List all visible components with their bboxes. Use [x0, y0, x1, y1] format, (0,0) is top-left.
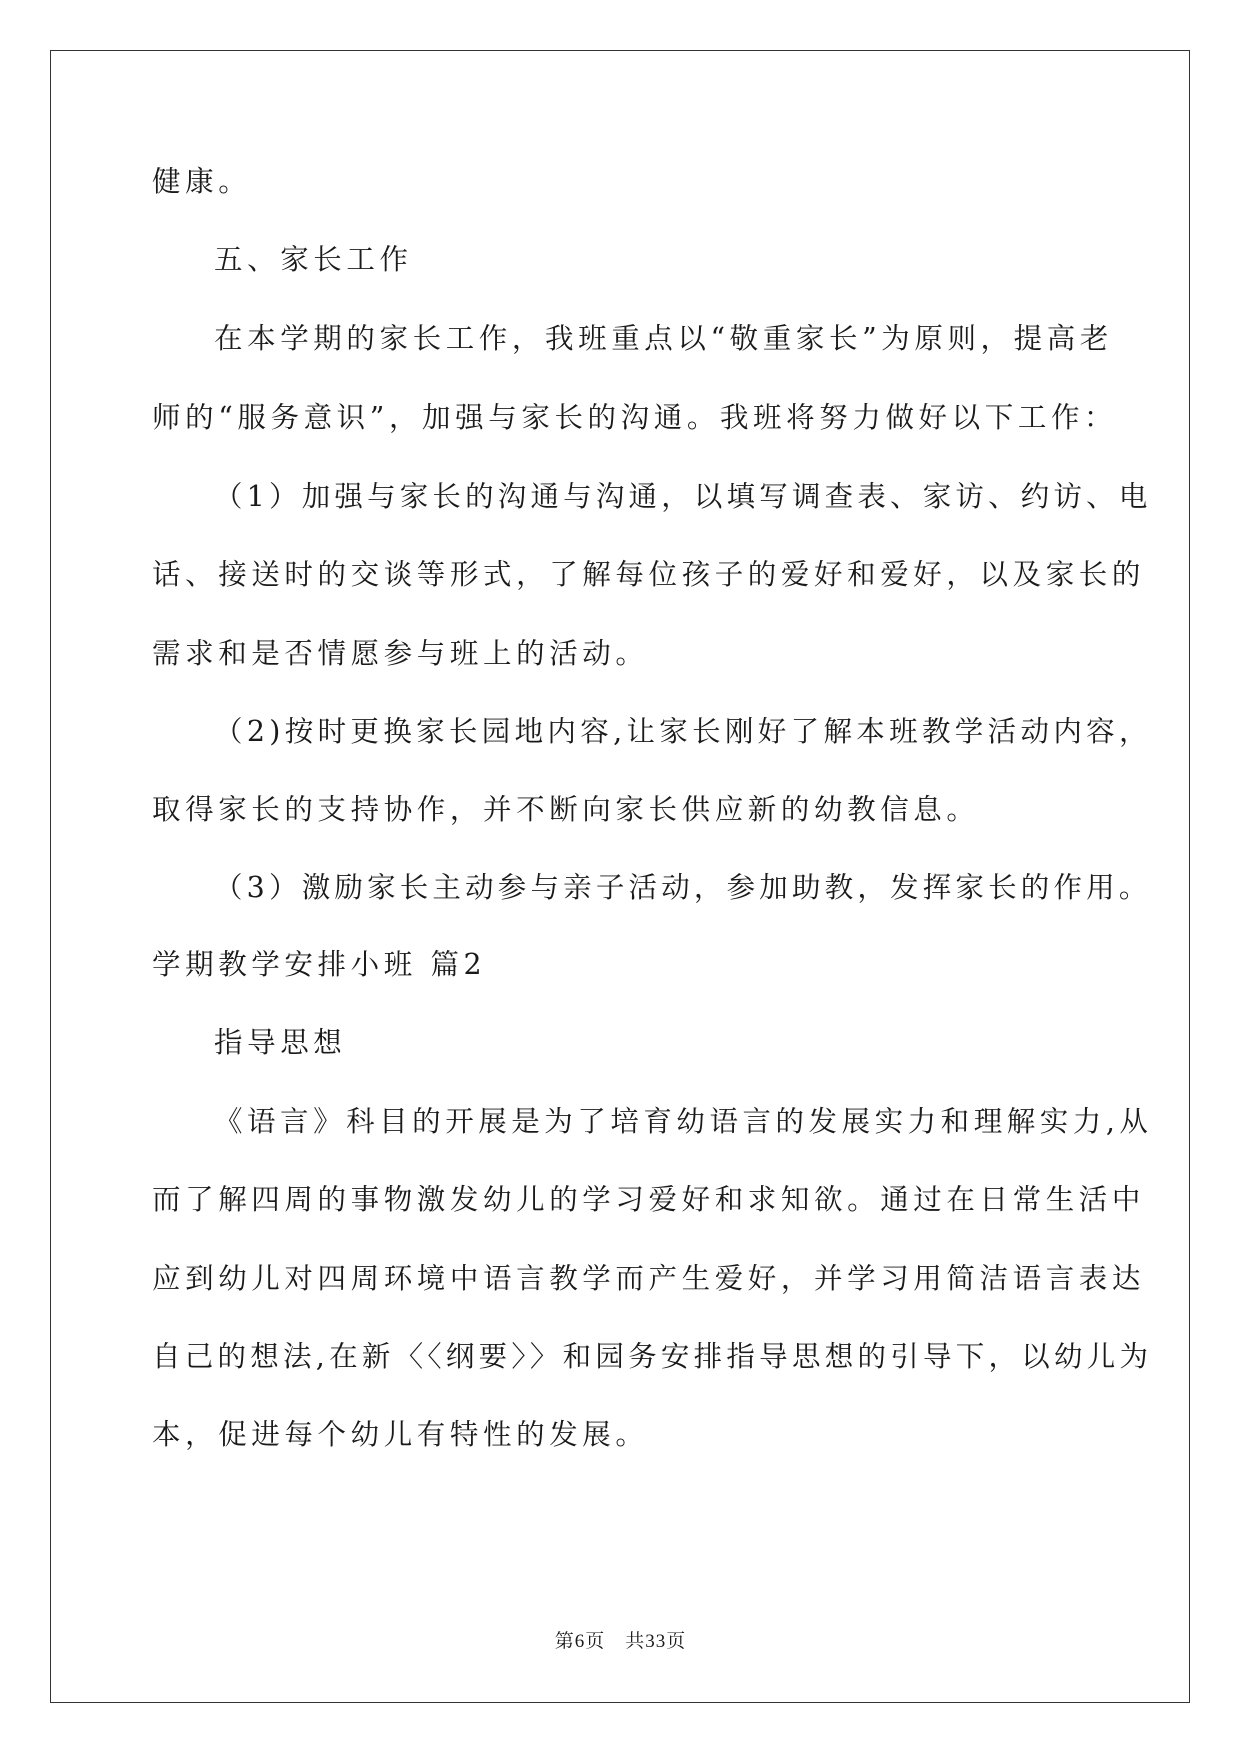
text-line-17: 本，促进每个幼儿有特性的发展。 — [152, 1418, 649, 1451]
list-item-2-line-2: 取得家长的支持协作，并不断向家长供应新的幼教信息。 — [152, 793, 980, 826]
text-line-3: 在本学期的家长工作，我班重点以“敬重家长”为原则，提高老 — [214, 322, 1113, 355]
text-line-1: 健康。 — [152, 165, 252, 198]
list-item-3: （3）激励家长主动参与亲子活动，参加助教，发挥家长的作用。 — [214, 871, 1152, 904]
text-line-16: 自己的想法,在新〈〈纲要〉〉和园务安排指导思想的引导下，以幼儿为 — [152, 1340, 1153, 1373]
section-heading-parent-work: 五、家长工作 — [214, 243, 413, 276]
list-item-1-line-1: （1）加强与家长的沟通与沟通，以填写调查表、家访、约访、电 — [214, 480, 1152, 513]
list-item-1-line-3: 需求和是否情愿参与班上的活动。 — [152, 637, 649, 670]
list-item-1-line-2: 话、接送时的交谈等形式，了解每位孩子的爱好和爱好，以及家长的 — [152, 558, 1146, 591]
section-heading-guiding-ideology: 指导思想 — [214, 1026, 347, 1059]
text-line-15: 应到幼儿对四周环境中语言教学而产生爱好，并学习用简洁语言表达 — [152, 1262, 1146, 1295]
article-title-part-2: 学期教学安排小班 篇2 — [152, 948, 487, 981]
text-line-4: 师的“服务意识”，加强与家长的沟通。我班将努力做好以下工作： — [152, 401, 1118, 434]
text-line-14: 而了解四周的事物激发幼儿的学习爱好和求知欲。通过在日常生活中 — [152, 1183, 1146, 1216]
text-line-13: 《语言》科目的开展是为了培育幼语言的发展实力和理解实力,从 — [214, 1105, 1153, 1138]
page-number-footer: 第6页 共33页 — [554, 1631, 687, 1652]
list-item-2-line-1: （2)按时更换家长园地内容,让家长刚好了解本班教学活动内容， — [214, 715, 1152, 748]
